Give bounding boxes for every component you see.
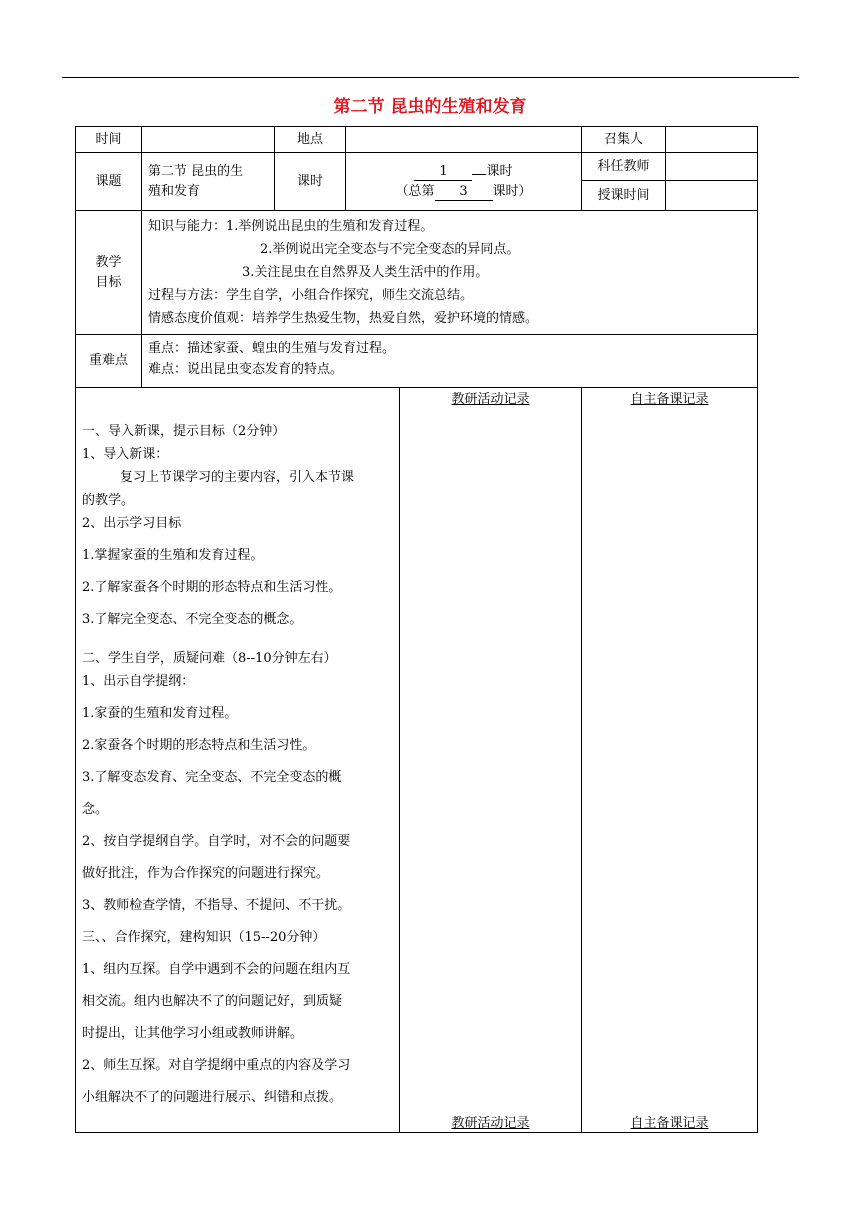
convener-value[interactable] (666, 127, 758, 153)
key-point-line: 重点：描述家蚕、蝗虫的生殖与发育过程。 (148, 341, 396, 356)
time-label: 时间 (76, 127, 142, 153)
prep-record-cell[interactable] (582, 388, 758, 1133)
row-goals (76, 211, 758, 335)
process-line: 2、师生互探。对自学提纲中重点的内容及学习 (82, 1058, 351, 1073)
process-line: 1.家蚕的生殖和发育过程。 (82, 706, 238, 721)
goals-label (76, 211, 142, 335)
row-time-place (76, 127, 758, 153)
goal-line: 情感态度价值观：培养学生热爱生物，热爱自然，爱护环境的情感。 (148, 311, 539, 326)
teacher-label: 科任教师 (582, 153, 666, 181)
process-line: 2.家蚕各个时期的形态特点和生活习性。 (82, 738, 316, 753)
period-value (346, 153, 582, 211)
row-key-points (76, 335, 758, 388)
process-line: 复习上节课学习的主要内容，引入本节课 (120, 470, 355, 485)
lesson-process-cell (76, 388, 400, 1133)
process-line: 时提出，让其他学习小组或教师讲解。 (82, 1026, 304, 1041)
goals-label-line1: 教学 (95, 254, 122, 270)
period-num: 1 (414, 164, 472, 181)
key-points-label: 重难点 (76, 335, 142, 388)
period-label: 课时 (275, 153, 346, 211)
page-title: 第二节 昆虫的生殖和发育 (333, 97, 527, 117)
header-rule (62, 77, 799, 78)
convener-label: 召集人 (582, 127, 666, 153)
process-line: 3.了解变态发育、完全变态、不完全变态的概 (82, 770, 342, 785)
row-topic-1 (76, 153, 758, 181)
process-line: 做好批注，作为合作探究的问题进行探究。 (82, 866, 330, 881)
process-line: 1、组内互探。自学中遇到不会的问题在组内互 (82, 962, 351, 977)
goal-line: 3.关注昆虫在自然界及人类生活中的作用。 (242, 265, 489, 280)
place-label: 地点 (275, 127, 346, 153)
period-count-line (346, 162, 581, 182)
topic-label: 课题 (76, 153, 142, 211)
period-unit: 课时 (486, 163, 513, 179)
total-prefix: （总第 (395, 183, 435, 199)
total-suffix: 课时） (492, 183, 532, 199)
process-line: 3、教师检查学情，不指导、不提问、不干扰。 (82, 898, 351, 913)
lesson-time-label: 授课时间 (582, 181, 666, 211)
goal-line: 知识与能力：1.举例说出昆虫的生殖和发育过程。 (148, 219, 434, 234)
topic-value (142, 153, 275, 211)
process-line: 念。 (82, 802, 109, 817)
row-body (76, 388, 758, 1133)
topic-value-line2: 殖和发育 (148, 183, 201, 199)
goal-line: 2.举例说出完全变态与不完全变态的异同点。 (260, 242, 520, 257)
goal-line: 过程与方法：学生自学，小组合作探究，师生交流总结。 (148, 288, 474, 303)
goals-label-line2: 目标 (95, 274, 122, 290)
prep-footer: 自主备课记录 (630, 1116, 709, 1131)
prep-header: 自主备课记录 (630, 392, 709, 407)
process-line: 1、导入新课： (82, 447, 169, 462)
key-points-content (142, 335, 758, 388)
process-line: 2、出示学习目标 (82, 516, 182, 531)
process-line: 3.了解完全变态、不完全变态的概念。 (82, 612, 303, 627)
teacher-value[interactable] (666, 153, 758, 181)
lesson-plan-table (75, 126, 758, 1133)
period-total-line (346, 182, 581, 202)
key-point-line: 难点：说出昆虫变态发育的特点。 (148, 362, 344, 377)
topic-value-line1: 第二节 昆虫的生 (148, 163, 244, 179)
process-line: 1、出示自学提纲： (82, 674, 195, 689)
place-value[interactable] (346, 127, 582, 153)
research-header: 教研活动记录 (451, 392, 530, 407)
process-line: 相交流。组内也解决不了的问题记好，到质疑 (82, 994, 343, 1009)
process-line: 2.了解家蚕各个时期的形态特点和生活习性。 (82, 580, 342, 595)
process-line: 二、学生自学，质疑问难（8--10分钟左右） (82, 651, 337, 666)
process-line: 三、、合作探究，建构知识（15--20分钟） (82, 930, 326, 945)
process-line: 2、按自学提纲自学。自学时，对不会的问题要 (82, 834, 351, 849)
lesson-time-value[interactable] (666, 181, 758, 211)
process-line: 1.掌握家蚕的生殖和发育过程。 (82, 548, 264, 563)
time-value[interactable] (142, 127, 275, 153)
research-footer: 教研活动记录 (451, 1116, 530, 1131)
process-line: 一、导入新课，提示目标（2分钟） (82, 424, 286, 439)
process-line: 的教学。 (82, 493, 135, 508)
total-num: 3 (435, 184, 493, 201)
research-record-cell[interactable] (400, 388, 582, 1133)
process-line: 小组解决不了的问题进行展示、纠错和点拨。 (82, 1090, 343, 1105)
goals-content (142, 211, 758, 335)
